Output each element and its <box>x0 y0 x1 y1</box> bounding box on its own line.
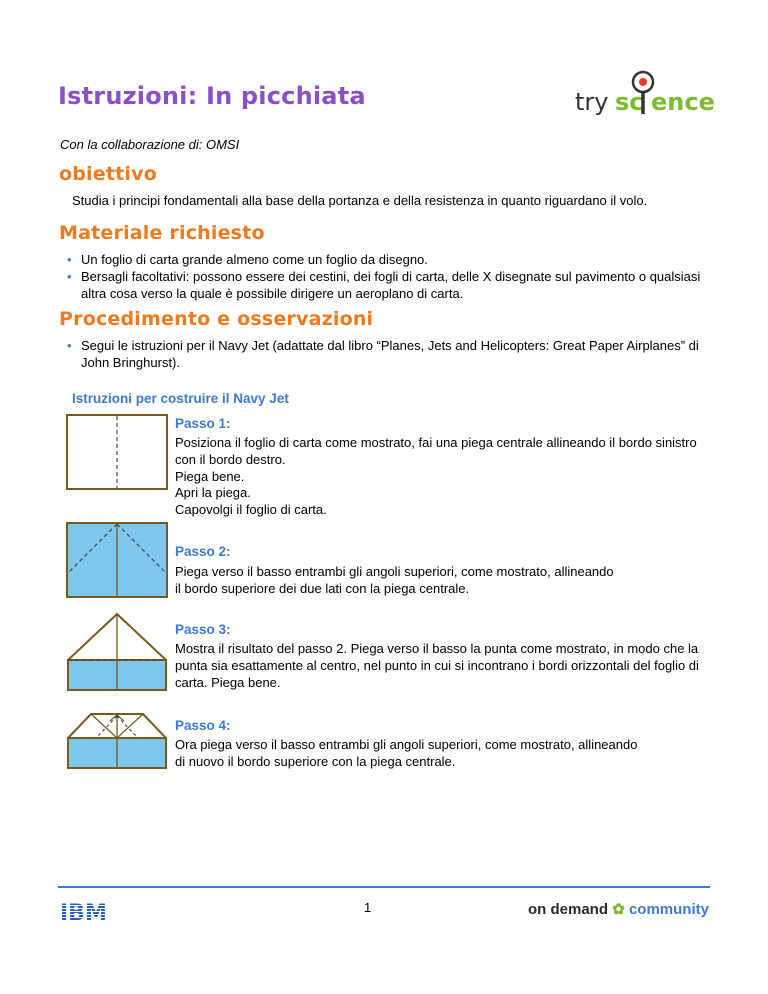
step4-text <box>175 737 715 771</box>
on-demand-community-logo <box>528 900 709 918</box>
step2-diagram <box>66 522 168 598</box>
footer-divider <box>58 886 710 888</box>
step1-line: Posiziona il foglio di carta come mostrato, fai una piega centrale allineando il bordo sinistro con il bordo destro. <box>175 435 697 467</box>
step1-line: Piega bene. <box>175 468 245 484</box>
list-item-text: Segui le istruzioni per il Navy Jet (adattate dal libro “Planes, Jets and Helicopters: Great Paper Airplanes” di John Bringhurst). <box>81 338 699 370</box>
list-item: • Un foglio di carta grande almeno come un foglio da disegno. <box>67 252 428 267</box>
logo-text-try: try <box>575 88 609 116</box>
procedure-list <box>67 337 717 371</box>
step1-line: Capovolgi il foglio di carta. <box>175 502 327 518</box>
step2-line: il bordo superiore dei due lati con la piega centrale. <box>175 580 470 596</box>
step3-text: Mostra il risultato del passo 2. Piega verso il basso la punta come mostrato, in modo che la punta sia esattamente al centro, nel punto in cui si incontrano i bordi orizzontali del foglio di carta. Piega bene. <box>175 641 699 690</box>
list-item-text: Un foglio di carta grande almeno come un foglio da disegno. <box>81 252 428 267</box>
logo-text-community: community <box>628 901 709 918</box>
step1-diagram <box>66 414 168 490</box>
credit-line: Con la collaborazione di: OMSI <box>60 137 240 152</box>
step3-title: Passo 3: <box>175 622 231 637</box>
page-title: Istruzioni: In picchiata <box>58 82 366 110</box>
step4-diagram <box>66 712 168 770</box>
materials-heading: Materiale richiesto <box>59 222 265 244</box>
procedure-heading: Procedimento e osservazioni <box>59 308 374 330</box>
logo-text-sc: sc <box>615 88 644 116</box>
step1-text <box>175 435 715 519</box>
step3-diagram <box>66 612 168 692</box>
step2-text <box>175 564 715 598</box>
list-item-text: Bersagli facoltativi: possono essere dei cestini, dei fogli di carta, delle X disegnate sul pavimento o qualsiasi altra cosa verso la quale è possibile dirigere un aeroplano di carta. <box>81 269 701 301</box>
step4-line: di nuovo il bordo superiore con la piega centrale. <box>175 753 456 769</box>
step1-line: Apri la piega. <box>175 485 251 501</box>
tryscience-logo <box>575 70 715 125</box>
build-instructions-heading: Istruzioni per costruire il Navy Jet <box>72 391 289 406</box>
ibm-logo <box>60 900 120 929</box>
objective-heading: obiettivo <box>59 163 157 185</box>
objective-text: Studia i principi fondamentali alla base della portanza e della resistenza in quanto riguardano il volo. <box>72 193 648 208</box>
gear-icon: ✿ <box>612 901 625 918</box>
logo-text-on-demand: on demand <box>528 901 609 918</box>
list-item: • Bersagli facoltativi: possono essere dei cestini, dei fogli di carta, delle X disegnate sul pavimento o qualsiasi altra cosa verso la quale è possibile dirigere un aeroplano di carta. <box>67 269 701 301</box>
step1-title: Passo 1: <box>175 416 231 431</box>
step2-title: Passo 2: <box>175 544 231 559</box>
logo-text-ence: ence <box>651 88 715 116</box>
step2-line: Piega verso il basso entrambi gli angoli superiori, come mostrato, allineando <box>175 564 614 579</box>
step4-title: Passo 4: <box>175 718 231 733</box>
step4-line: Ora piega verso il basso entrambi gli angoli superiori, come mostrato, allineando <box>175 737 638 752</box>
page-number: 1 <box>364 900 372 915</box>
list-item: • Segui le istruzioni per il Navy Jet (adattate dal libro “Planes, Jets and Helicopters: Great Paper Airplanes” di John Bringhurst). <box>67 338 699 370</box>
materials-list <box>67 251 717 302</box>
ibm-logo-text: IBM <box>60 901 107 924</box>
